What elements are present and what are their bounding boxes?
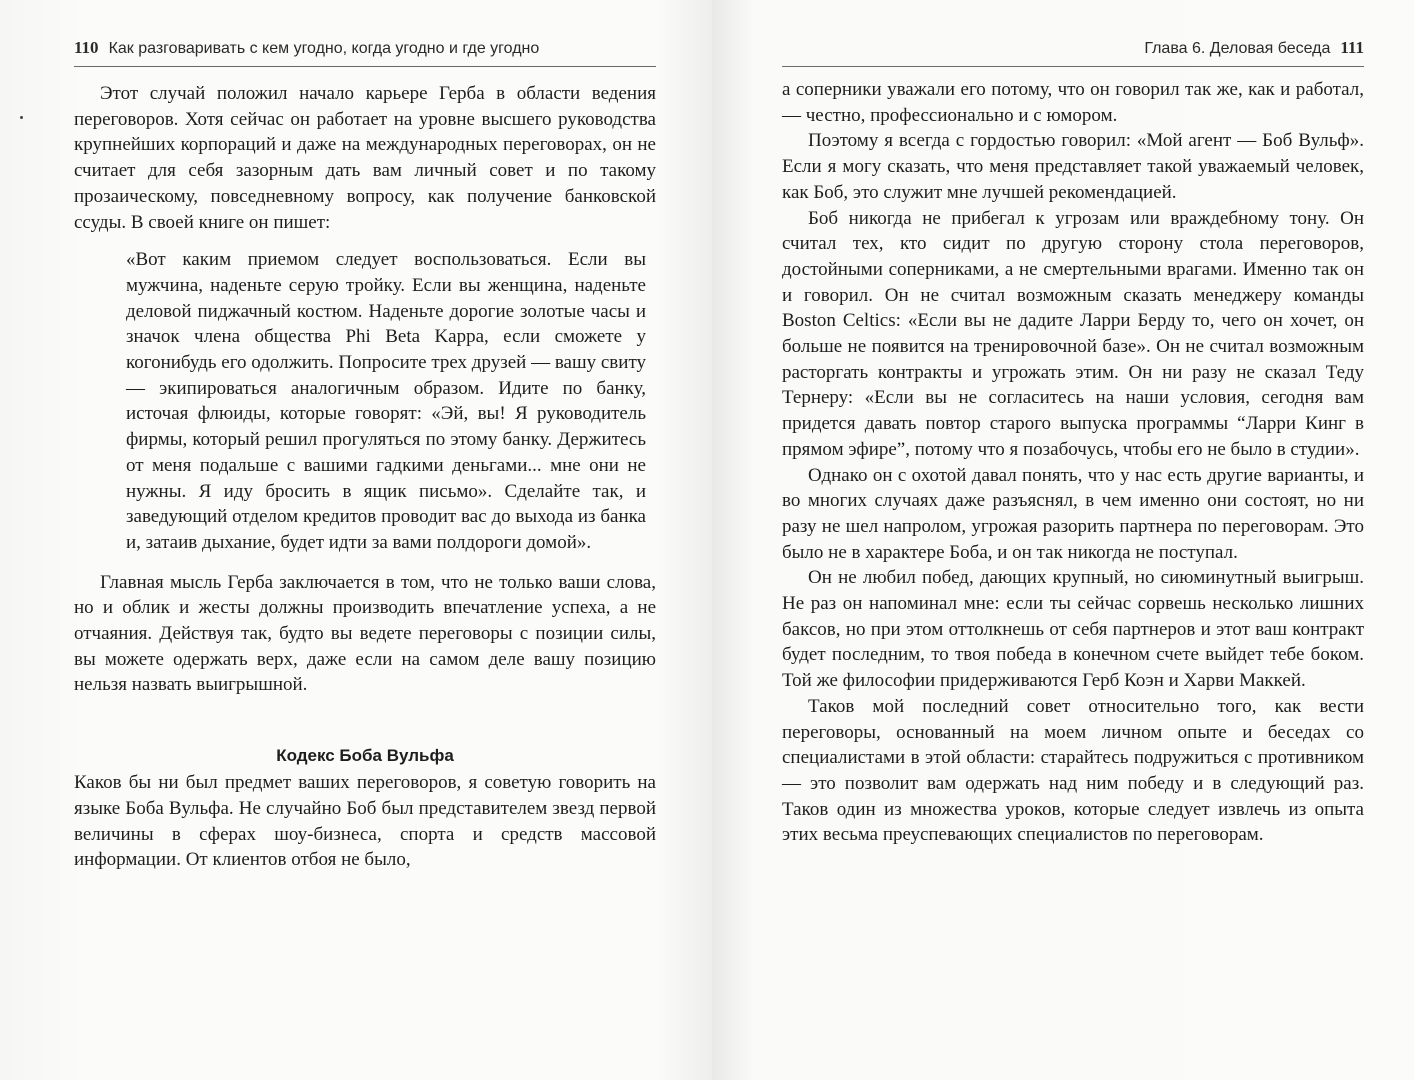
page-speck [20, 116, 23, 119]
block-quote: «Вот каким приемом следует воспользоваться. Если вы мужчина, наденьте серую тройку. Если вы женщина, наденьте деловой пиджачный костюм. Наденьте дорогие золотые часы и значок члена общества Phi Beta Kappa, если сможете у когонибудь его одолжить. Попросите трех друзей — вашу свиту — экипироваться аналогичным образом. Идите по банку, источая флюиды, которые говорят: «Эй, вы! Я руководитель фирмы, который решил прогуляться по этому банку. Держитесь от меня подальше с вашими гадкими деньгами... мне они не нужны. Я иду бросить в ящик письмо». Сделайте так, и заведующий отделом кредитов проводит вас до выхода из банка и, затаив дыхание, будет идти за вами полдороги домой». [126, 249, 646, 553]
right-paragraph-4: Однако он с охотой давал понять, что у нас есть другие варианты, и во многих случаях даже разъяснял, в чем именно они состоят, но ни разу не шел напролом, угрожая разорить партнера по переговорам. Это было не в характере Боба, и он так никогда не поступал. [782, 464, 1364, 563]
right-paragraph-3: Боб никогда не прибегал к угрозам или враждебному тону. Он считал тех, кто сидит по другую сторону стола переговоров, достойными соперниками, а не смертельными врагами. Именно так он и говорил. Он не считал возможным сказать менеджеру команды Boston Celtics: «Если вы не дадите Ларри Берду то, чего он хочет, он больше не появится на тренировочной базе». Он не считал возможным расторгать контракты и угрожать этим. Он ни разу не сказал Теду Тернеру: «Если вы не согласитесь на наши условия, сегодня вам придется давать повтор старого выпуска программы “Ларри Кинг в прямом эфире”, потому что я позабочусь, чтобы его не было в студии». [782, 207, 1364, 460]
left-paragraph-2: Главная мысль Герба заключается в том, что не только ваши слова, но и облик и жесты должны производить впечатление успеха, а не отчаяния. Действуя так, будто вы ведете переговоры с позиции силы, вы можете одержать верх, даже если на самом деле вашу позицию нельзя назвать выигрышной. [74, 571, 656, 696]
right-page-header [782, 38, 1364, 67]
left-page-body-2 [74, 570, 656, 699]
right-paragraph-2: Поэтому я всегда с гордостью говорил: «Мой агент — Боб Вульф». Если я могу сказать, что меня представляет такой уважаемый человек, как Боб, это служит мне лучшей рекомендацией. [782, 130, 1364, 203]
section-title: Кодекс Боба Вульфа [276, 746, 454, 766]
right-page-body [782, 77, 1364, 848]
left-paragraph-3: Каков бы ни был предмет ваших переговоров, я советую говорить на языке Боба Вульфа. Не случайно Боб был представителем звезд первой величины в сферах шоу-бизнеса, спорта и средств массовой информации. От клиентов отбоя не было, [74, 772, 656, 871]
right-paragraph-1: а соперники уважали его потому, что он говорил так же, как и работал, — честно, профессионально и с юмором. [782, 79, 1364, 126]
right-paragraph-5: Он не любил побед, дающих крупный, но сиюминутный выигрыш. Не раз он напоминал мне: если ты сейчас сорвешь несколько лишних баксов, но при этом оттолкнешь от себя партнеров и этот ваш контракт будет последним, то твоя победа в конечном счете выйдет тебе боком. Той же философии придерживаются Герб Коэн и Харви Маккей. [782, 567, 1364, 692]
left-page-body [74, 81, 656, 235]
right-paragraph-6: Таков мой последний совет относительно того, как вести переговоры, основанный на моем личном опыте и беседах со специалистами в этой области: старайтесь подружиться с противником — это позволит вам одержать над ним победу и в следующий раз. Таков один из множества уроков, которые следует извлечь из опыта этих весьма преуспевающих специалистов по переговорам. [782, 695, 1364, 846]
right-running-head: Глава 6. Деловая беседа [1144, 40, 1331, 57]
left-page-number: 110 [74, 38, 99, 57]
left-paragraph-1: Этот случай положил начало карьере Герба в области ведения переговоров. Хотя сейчас он работает на уровне высшего руководства крупнейших корпораций и даже на международных переговорах, он не считает для себя зазорным дать вам личный совет и по такому прозаическому, повседневному вопросу, как получение банковской ссуды. В своей книге он пишет: [74, 83, 656, 233]
right-page [712, 0, 1414, 1080]
left-page-body-3 [74, 770, 656, 873]
right-page-number: 111 [1340, 38, 1364, 57]
left-page-header [74, 38, 656, 67]
left-running-head: Как разговаривать с кем угодно, когда угодно и где угодно [108, 40, 540, 57]
